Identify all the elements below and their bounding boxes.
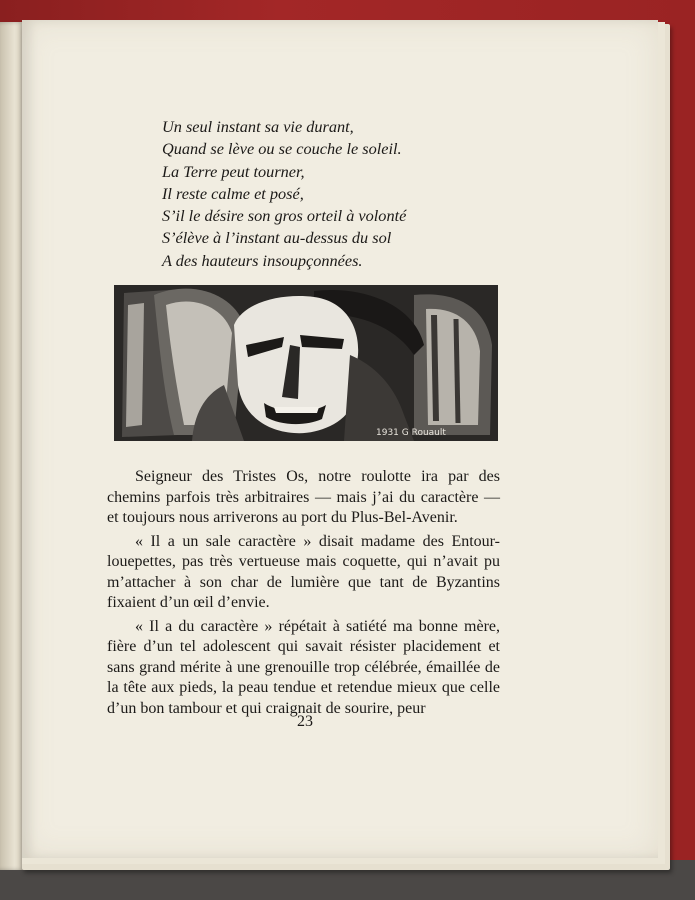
- paragraph: « Il a un sale caractère » disait madame des Entour-louepettes, pas très vertueuse mais coquette, qui n’avait pu m’attacher à son char de lumière que tant de Byzantins fixaient d’un œil d’envie.: [107, 532, 500, 611]
- woodcut-signature: 1931 G Rouault: [376, 428, 446, 438]
- left-page-edge: [0, 22, 24, 870]
- poem-line: La Terre peut tourner,: [162, 161, 305, 181]
- poem-line: Quand se lève ou se couche le soleil.: [162, 139, 402, 159]
- poem-line: S’il le désire son gros orteil à volonté: [162, 206, 407, 226]
- poem-line: A des hauteurs insoupçonnées.: [162, 250, 363, 270]
- poem-stanza: [162, 116, 406, 272]
- woodcut-illustration: [114, 285, 498, 441]
- poem-line: Un seul instant sa vie durant,: [162, 117, 354, 136]
- prose-text: [107, 467, 500, 719]
- poem-line: Il reste calme et posé,: [162, 183, 304, 203]
- page-number: 23: [297, 713, 313, 730]
- paragraph: « Il a du caractère » répétait à satiété ma bonne mère, fière d’un tel adolescent qui savait résister placidement et sans grand mérite à une grenouille trop célébrée, émaillée de la tête aux pieds, la peau tendue et retendue mieux que celle d’un bon tambour et qui craignait de sourire, peur: [107, 617, 500, 717]
- paragraph: Seigneur des Tristes Os, notre roulotte ira par des chemins parfois très arbitraires — mais j’ai du caractère — et toujours nous arriverons au port du Plus-Bel-Avenir.: [107, 468, 500, 526]
- poem-line: S’élève à l’instant au-dessus du sol: [162, 228, 392, 248]
